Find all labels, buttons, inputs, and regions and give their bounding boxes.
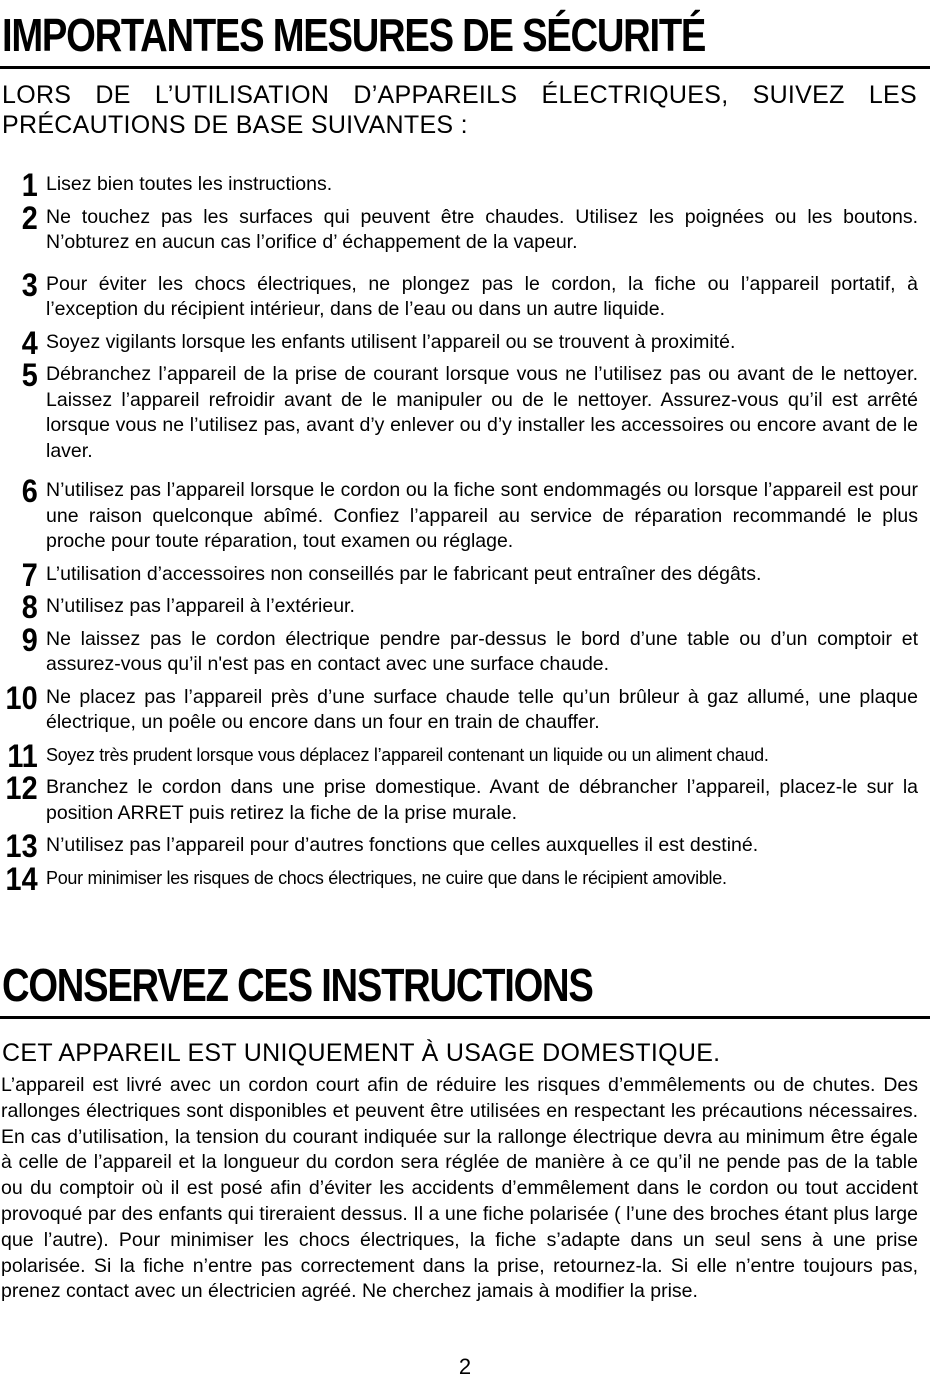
item-number: 1 [21, 167, 38, 203]
item-number: 5 [21, 357, 38, 393]
safety-item-5 [0, 357, 930, 464]
safety-item-12 [0, 770, 930, 826]
item-number: 10 [5, 679, 38, 716]
item-text: Ne placez pas l’appareil près d’une surface chaude telle qu’un brûleur à gaz allumé, une plaque électrique, un poêle ou encore dans un four en train de chauffer. [46, 685, 918, 733]
item-text: Débranchez l’appareil de la prise de courant lorsque vous ne l’utilisez pas ou avant de le nettoyer. Laissez l’appareil refroidir avant de le manipuler ou de le nettoyer. Assurez-vous qu’il est arrêté lorsque vous ne l’utilisez pas, avant d’y enlever ou d’y installer les accessoires ou encore avant de le laver. [46, 363, 918, 462]
item-text: Ne laissez pas le cordon électrique pendre par-dessus le bord d’une table ou d’un comptoir et assurez-vous qu’il n'est pas en contact avec une surface chaude. [46, 627, 918, 675]
safety-list [0, 167, 930, 898]
item-number: 8 [21, 589, 38, 625]
item-number: 12 [5, 770, 38, 806]
safety-item-9 [0, 621, 930, 678]
safety-item-11 [0, 737, 930, 774]
page-number: 2 [458, 1354, 472, 1379]
item-text: N’utilisez pas l’appareil pour d’autres fonctions que celles auxquelles il est destiné. [46, 834, 759, 856]
item-text: N’utilisez pas l’appareil lorsque le cordon ou la fiche sont endommagés ou lorsque l’appareil est pour une raison quelconque abîmé. Confiez l’appareil au service de réparation recommandé le plus proche pour toute réparation, tout examen ou réglage. [46, 479, 918, 552]
item-text: Branchez le cordon dans une prise domestique. Avant de débrancher l’appareil, placez-le sur la position ARRET puis retirez la fiche de la prise murale. [46, 776, 918, 824]
item-number: 13 [5, 828, 38, 864]
item-number: 4 [21, 324, 38, 361]
item-text: Ne touchez pas les surfaces qui peuvent être chaudes. Utilisez les poignées ou les boutons. N’obturez en aucun cas l’orifice d’ échappement de la vapeur. [46, 205, 918, 253]
item-number: 11 [7, 737, 38, 774]
item-text: L’utilisation d’accessoires non conseillés par le fabricant peut entraîner des dégâts. [46, 562, 762, 585]
safety-item-4 [0, 324, 930, 361]
safety-item-2 [0, 199, 930, 256]
item-text: Soyez vigilants lorsque les enfants utilisent l’appareil ou se trouvent à proximité. [46, 330, 736, 353]
safety-item-3 [0, 266, 930, 323]
household-notice: CET APPAREIL EST UNIQUEMENT À USAGE DOMESTIQUE. [2, 1039, 721, 1067]
item-number: 3 [21, 266, 38, 303]
safety-item-10 [0, 679, 930, 736]
item-text: Soyez très prudent lorsque vous déplacez l’appareil contenant un liquide ou un aliment chaud. [46, 744, 769, 765]
safety-item-8 [0, 589, 930, 625]
title-divider [0, 66, 930, 69]
item-number: 14 [5, 860, 38, 897]
safety-intro: LORS DE L’UTILISATION D’APPAREILS ÉLECTRIQUES, SUIVEZ LES PRÉCAUTIONS DE BASE SUIVANTES : [2, 81, 917, 139]
safety-item-7 [0, 556, 930, 593]
item-text: N’utilisez pas l’appareil à l’extérieur. [46, 595, 355, 617]
item-number: 2 [21, 199, 38, 236]
item-text: Pour éviter les chocs électriques, ne plongez pas le cordon, la fiche ou l’appareil portatif, à l’exception du récipient intérieur, dans de l’eau ou dans un autre liquide. [46, 272, 918, 320]
item-number: 9 [21, 621, 38, 658]
cord-paragraph: L’appareil est livré avec un cordon court afin de réduire les risques d’emmêlements ou de chutes. Des rallonges électriques sont disponibles et peuvent être utilisées en respectant les précautions nécessaires. En cas d’utilisation, la tension du courant indiquée sur la rallonge électrique devra au minimum être égale à celle de l’appareil et la longueur du cordon sera réglée de manière à ce qu’il ne pende pas de la table ou du comptoir où il est posé afin d’éviter les accidents d’emmêlement dans le cordon ou tout accident provoqué par des enfants qui tireraient dessus. Il a une fiche polarisée ( l’une des broches étant plus large que l’autre). Pour minimiser les chocs électriques, la fiche s’adapte dans un seul sens à une prise polarisée. Si la fiche n’entre pas correctement dans la prise, retournez-la. Si elle n’entre toujours pas, prenez contact avec un électricien agréé. Ne cherchez jamais à modifier la prise. [1, 1074, 918, 1303]
item-number: 7 [21, 556, 38, 593]
safety-item-13 [0, 828, 930, 864]
safety-item-1 [0, 167, 930, 203]
item-number: 6 [21, 473, 38, 509]
safety-item-6 [0, 473, 930, 555]
keep-instructions-title: CONSERVEZ CES INSTRUCTIONS [2, 959, 593, 1011]
safety-title: IMPORTANTES MESURES DE SÉCURITÉ [2, 9, 706, 61]
section-divider [0, 1016, 930, 1019]
item-text: Lisez bien toutes les instructions. [46, 173, 333, 195]
safety-item-14 [0, 860, 930, 897]
item-text: Pour minimiser les risques de chocs électriques, ne cuire que dans le récipient amovible. [46, 867, 727, 888]
